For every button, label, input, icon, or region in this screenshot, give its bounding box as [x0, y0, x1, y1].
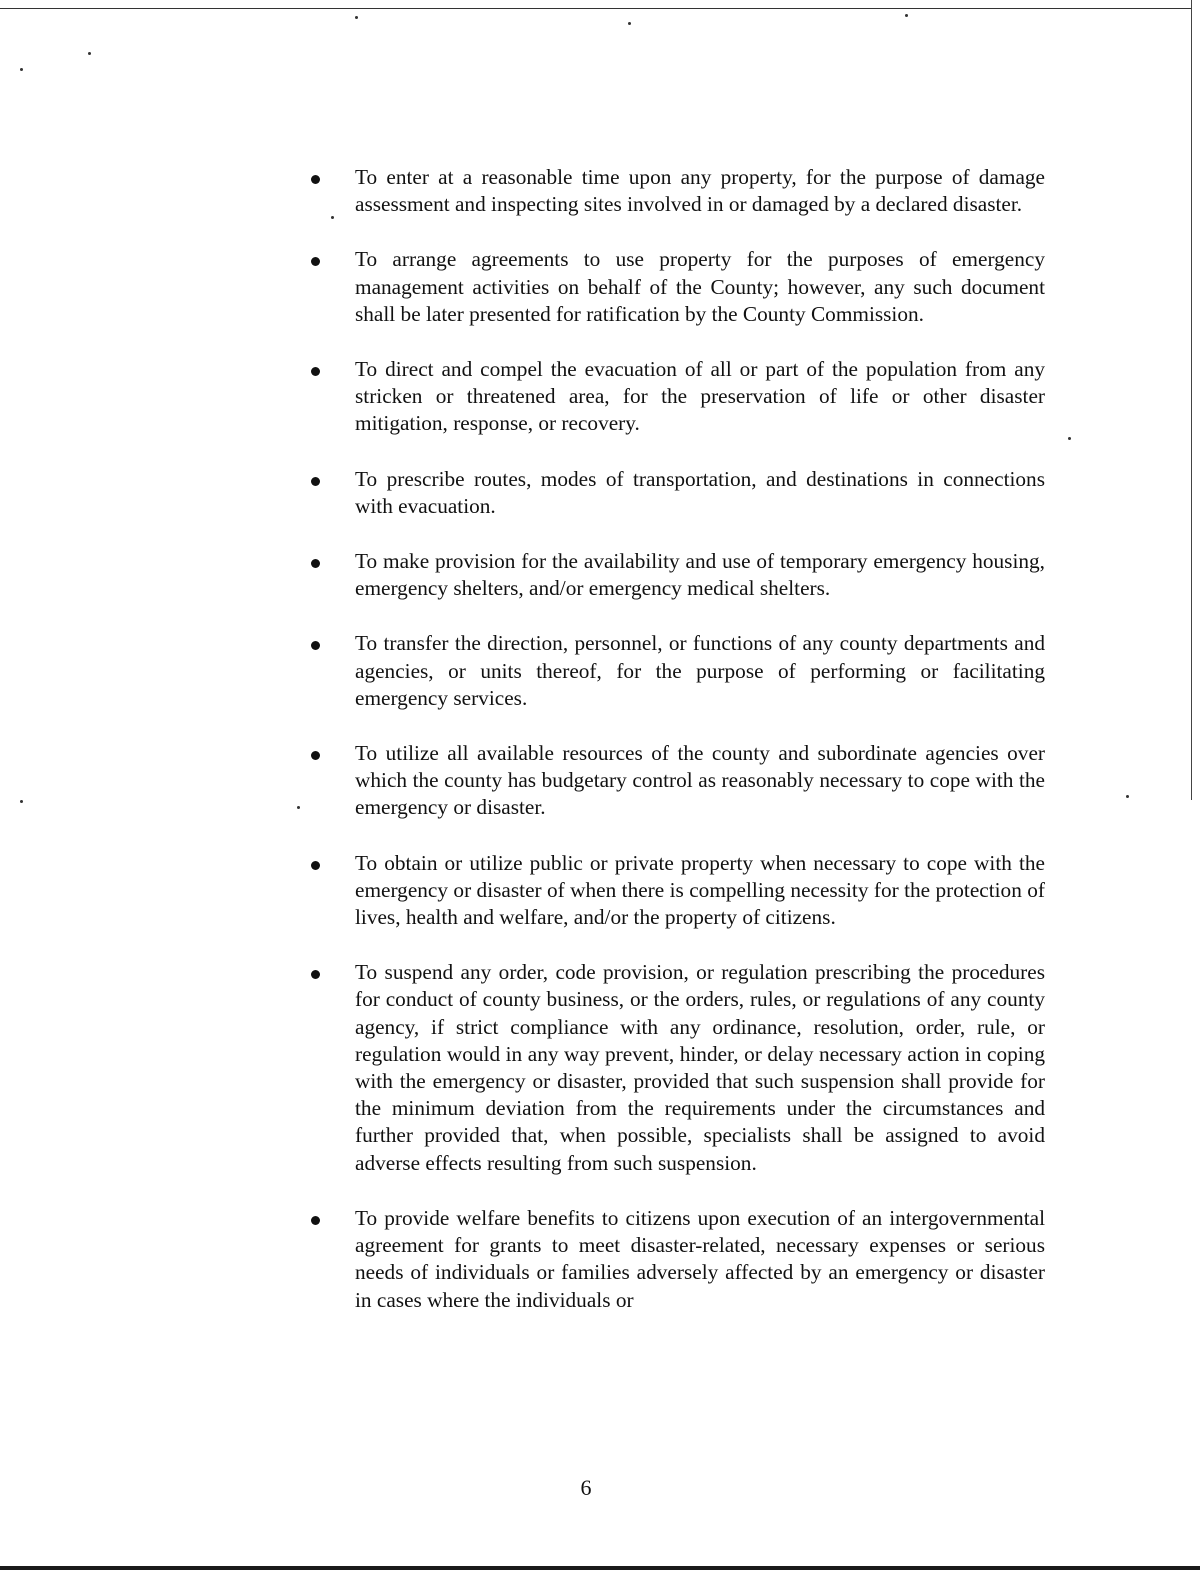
- bullet-item: [300, 246, 1045, 328]
- bullet-item: [300, 630, 1045, 712]
- bullet-text: To arrange agreements to use property for the purposes of emergency management activities on behalf of the County; however, any such document shall be later presented for ratification by the County Commission.: [355, 247, 1045, 326]
- scan-speck: [20, 800, 23, 803]
- bullet-text: To provide welfare benefits to citizens upon execution of an intergovernmental agreement for grants to meet disaster-related, necessary expenses or serious needs of individuals or families adversely affected by an emergency or disaster in cases where the individuals or: [355, 1205, 1045, 1312]
- bullet-dot-icon: [311, 861, 320, 870]
- bullet-dot-icon: [311, 751, 320, 760]
- scan-edge-top: [0, 8, 1192, 9]
- scan-edge-right: [1191, 0, 1192, 800]
- bullet-item: [300, 850, 1045, 932]
- scan-speck: [20, 68, 23, 71]
- bullet-item: [300, 466, 1045, 520]
- bullet-item: [300, 740, 1045, 822]
- bullet-text: To make provision for the availability and use of temporary emergency housing, emergency shelters, and/or emergency medical shelters.: [355, 549, 1045, 601]
- bullet-dot-icon: [311, 175, 320, 184]
- bullet-item: [300, 164, 1045, 218]
- bullet-dot-icon: [311, 367, 320, 376]
- bullet-dot-icon: [311, 477, 320, 486]
- bullet-text: To utilize all available resources of the county and subordinate agencies over which the county has budgetary control as reasonably necessary to cope with the emergency or disaster.: [355, 741, 1045, 820]
- scan-edge-bottom: [0, 1566, 1200, 1570]
- bullet-text: To transfer the direction, personnel, or functions of any county departments and agencies, or units thereof, for the purpose of performing or facilitating emergency services.: [355, 631, 1045, 710]
- bullet-item: [300, 1205, 1045, 1314]
- scan-speck: [905, 14, 908, 17]
- bullet-text: To enter at a reasonable time upon any property, for the purpose of damage assessment and inspecting sites involved in or damaged by a declared disaster.: [355, 165, 1045, 217]
- scan-speck: [355, 16, 358, 19]
- bullet-dot-icon: [311, 257, 320, 266]
- bullet-item: [300, 959, 1045, 1177]
- bullet-text: To obtain or utilize public or private property when necessary to cope with the emergency or disaster of when there is compelling necessity for the protection of lives, health and welfare, and/or the property of citizens.: [355, 850, 1045, 930]
- scan-speck: [88, 52, 91, 55]
- bullet-item: [300, 548, 1045, 602]
- bullet-text: To direct and compel the evacuation of all or part of the population from any stricken or threatened area, for the preservation of life or other disaster mitigation, response, or recovery.: [355, 357, 1045, 436]
- bullet-dot-icon: [311, 641, 320, 650]
- powers-bullet-list: [300, 164, 1045, 1314]
- bullet-item: [300, 356, 1045, 438]
- scan-speck: [1126, 795, 1129, 798]
- bullet-text: To prescribe routes, modes of transportation, and destinations in connections with evacuation.: [355, 466, 1045, 518]
- bullet-text: To suspend any order, code provision, or regulation prescribing the procedures for conduct of county business, or the orders, rules, or regulations of any county agency, if strict compliance with any ordinance, resolution, order, rule, or regulation would in any way prevent, hinder, or delay necessary action in coping with the emergency or disaster, provided that such suspension shall provide for the minimum deviation from the requirements under the circumstances and further provided that, when possible, specialists shall be assigned to avoid adverse effects resulting from such suspension.: [355, 960, 1045, 1175]
- scan-speck: [1068, 437, 1071, 440]
- page-number: 6: [580, 1475, 592, 1500]
- bullet-dot-icon: [311, 970, 320, 979]
- scan-speck: [628, 22, 631, 25]
- bullet-dot-icon: [311, 1216, 320, 1225]
- bullet-dot-icon: [311, 559, 320, 568]
